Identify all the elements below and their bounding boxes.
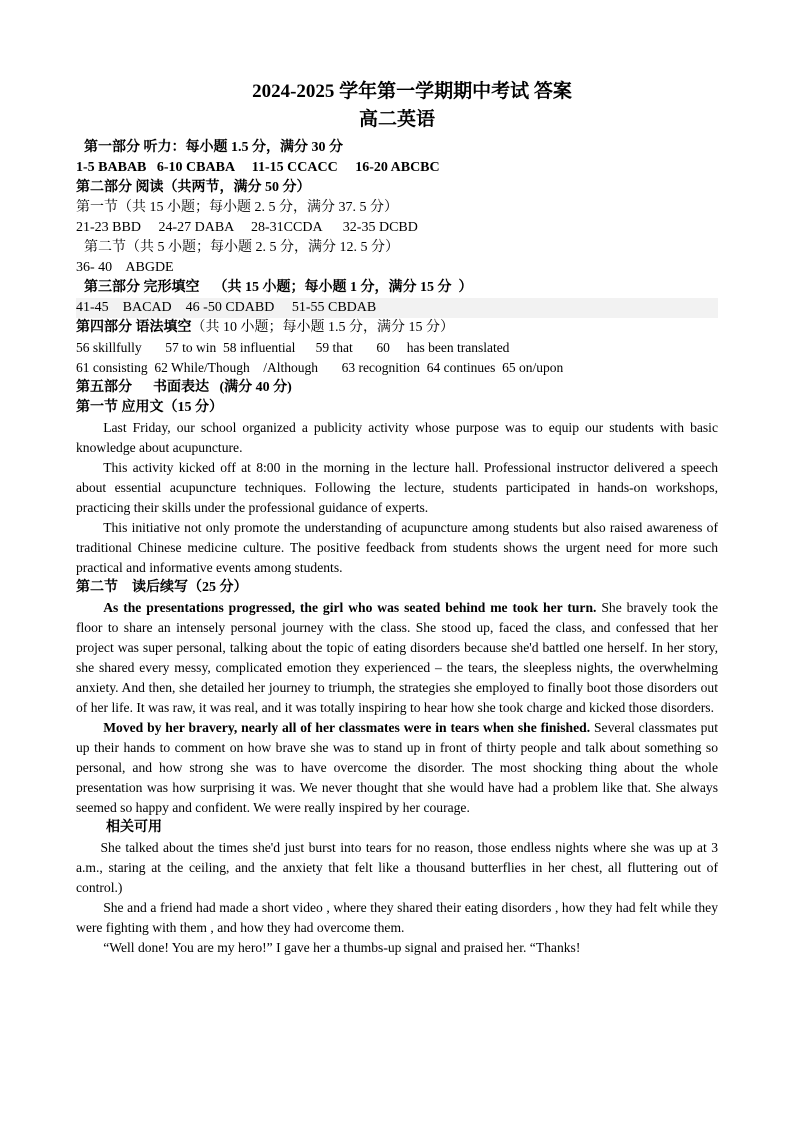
related-paragraph-2: She and a friend had made a short video , where they shared their eating disorders , how they had felt while they were fighting with them , and how they had overcome them. (76, 900, 718, 935)
part2-section1-answers: 21-23 BBD 24-27 DABA 28-31CCDA 32-35 DCBD (76, 220, 418, 235)
related-paragraph-1: She talked about the times she'd just burst into tears for no reason, those endless nights where she was up at 3 a.m., staring at the ceiling, and the anxiety that felt like a thousand butterflies in her chest, all fluttering out of control.) (76, 840, 718, 895)
essay2-paragraph-1-body: She bravely took the floor to share an intensely personal journey with the class. She stood up, faced the class, and confessed that her project was super personal, talking about the topic of eating disorders because she'd battled one herself. In her story, she shared every messy, complicated emotion they experienced – the tears, the sleepless nights, the overwhelming anxiety. And then, she detailed her journey to triumph, the strategies she employed to finally boot those disorders out of her life. It was raw, it was real, and it was totally inspiring to hear how she took charge and kicked those disorders. (76, 600, 718, 715)
part5-section1-heading: 第一节 应用文（15 分） (76, 400, 223, 415)
related-usable-heading: 相关可用 (106, 820, 162, 835)
essay2-paragraph-1 (76, 598, 718, 718)
part3-heading: 第三部分 完形填空 （共 15 小题；每小题 1 分，满分 15 分 ） (84, 280, 473, 295)
part4-answers-line1: 56 skillfully 57 to win 58 influential 59 that 60 has been translated (76, 340, 510, 355)
essay1-paragraph-2: This activity kicked off at 8:00 in the morning in the lecture hall. Professional instructor delivered a speech about essential acupuncture techniques. Following the lecture, students participated in hands-on workshops, practicing their skills under the professional guidance of experts. (76, 460, 718, 515)
part1-answers: 1-5 BABAB 6-10 CBABA 11-15 CCACC 16-20 ABCBC (76, 160, 440, 175)
part4-heading (76, 318, 718, 338)
essay1-paragraph-3: This initiative not only promote the understanding of acupuncture among students but also raised awareness of traditional Chinese medicine culture. The positive feedback from students shows the urgent need for more such practical and informative events among students. (76, 520, 718, 575)
part1-heading: 第一部分 听力：每小题 1.5 分，满分 30 分 (84, 140, 343, 155)
answer-sheet (76, 78, 718, 958)
related-paragraph-3: “Well done! You are my hero!” I gave her a thumbs-up signal and praised her. “Thanks! (103, 940, 581, 955)
essay2-paragraph-1-lead: As the presentations progressed, the girl who was seated behind me took her turn. (103, 600, 597, 615)
part4-heading-rest: （共 10 小题；每小题 1.5 分，满分 15 分） (191, 320, 454, 335)
essay1-paragraph-1: Last Friday, our school organized a publicity activity whose purpose was to equip our students with basic knowledge about acupuncture. (76, 420, 718, 455)
part4-answers-line2: 61 consisting 62 While/Though /Although 63 recognition 64 continues 65 on/upon (76, 360, 564, 375)
essay2-paragraph-2-body: Several classmates put up their hands to comment on how brave she was to stand up in front of thirty people and talk about something so personal, and how strong she was to have overcome the disorder. The most shocking thing about the whole presentation was how surprising it was. We never thought that she would have had a problem like that. She always seemed so happy and confident. We were really inspired by her courage. (76, 720, 718, 815)
part2-heading: 第二部分 阅读（共两节，满分 50 分） (76, 180, 311, 195)
page-subtitle: 高二英语 (358, 109, 435, 130)
part2-section1-heading: 第一节（共 15 小题；每小题 2. 5 分，满分 37. 5 分） (76, 200, 398, 215)
part2-section2-heading: 第二节（共 5 小题；每小题 2. 5 分，满分 12. 5 分） (84, 240, 399, 255)
page-title: 2024-2025 学年第一学期期中考试 答案 (252, 81, 572, 102)
essay2-paragraph-2 (76, 718, 718, 818)
part2-section2-answers: 36- 40 ABGDE (76, 260, 174, 275)
part4-heading-bold: 第四部分 语法填空 (76, 320, 192, 335)
essay2-paragraph-2-lead: Moved by her bravery, nearly all of her classmates were in tears when she finished. (103, 720, 591, 735)
part3-answers: 41-45 BACAD 46 -50 CDABD 51-55 CBDAB (76, 298, 718, 318)
part5-section2-heading: 第二节 读后续写（25 分） (76, 580, 248, 595)
part5-heading: 第五部分 书面表达 (满分 40 分) (76, 380, 292, 395)
